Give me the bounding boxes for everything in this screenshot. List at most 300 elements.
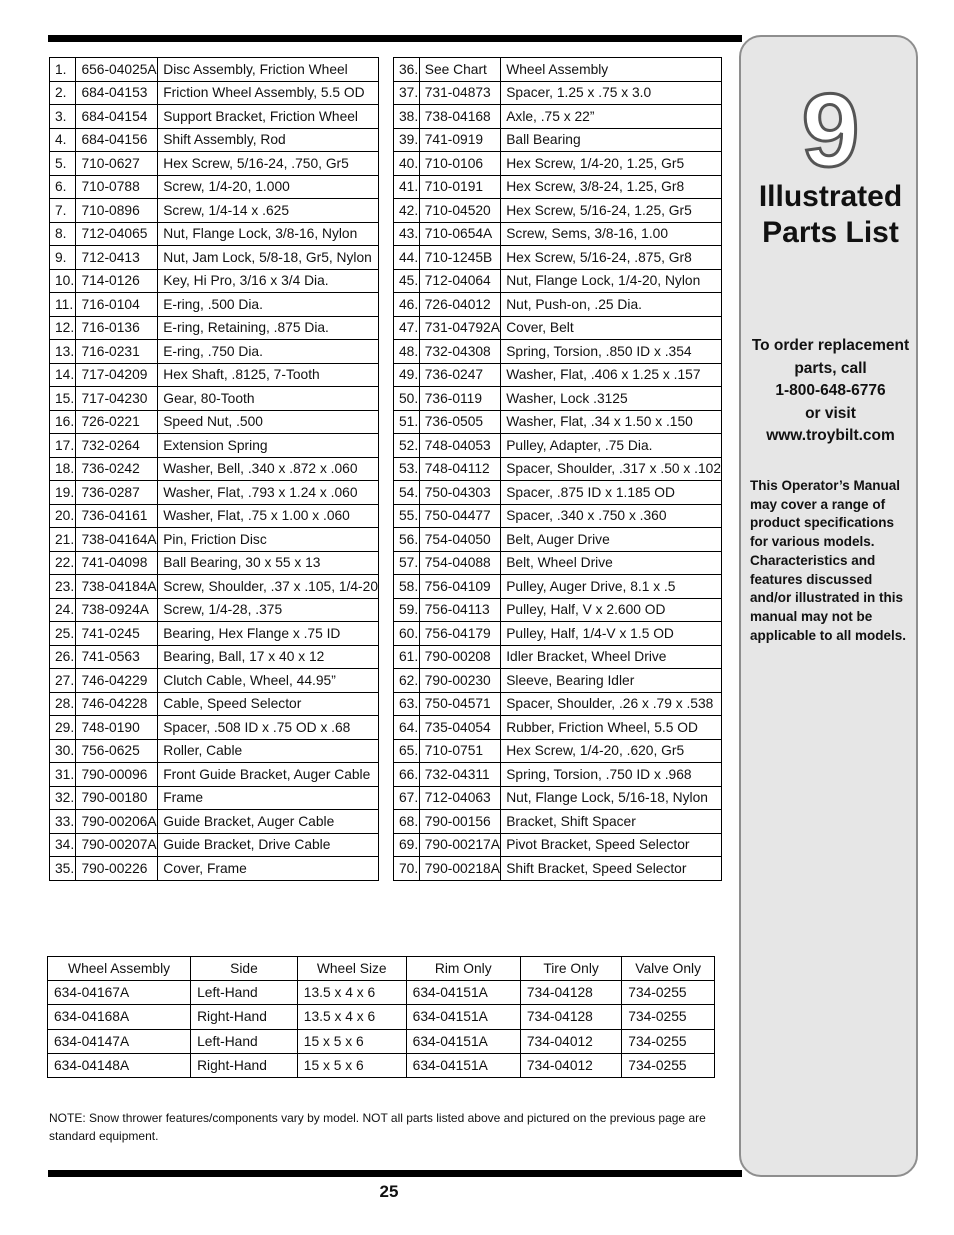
part-ref-number: 20. (50, 504, 76, 528)
order-phone: 1-800-648-6776 (775, 382, 886, 399)
part-description: Sleeve, Bearing Idler (501, 669, 722, 693)
part-number: 741-04098 (76, 551, 158, 575)
wheel-chart-cell: 634-04168A (48, 1005, 191, 1029)
part-number: 726-0221 (76, 410, 158, 434)
part-description: Belt, Auger Drive (501, 528, 722, 552)
parts-row (50, 293, 379, 317)
part-description: Screw, Sems, 3/8-16, 1.00 (501, 222, 722, 246)
part-number: 790-00230 (419, 669, 500, 693)
part-description: Spacer, Shoulder, .317 x .50 x .102 (501, 457, 722, 481)
part-ref-number: 51. (394, 410, 420, 434)
part-ref-number: 22. (50, 551, 76, 575)
part-number: See Chart (419, 58, 500, 82)
part-number: 684-04156 (76, 128, 158, 152)
part-number: 736-0119 (419, 387, 500, 411)
part-number: 748-0190 (76, 716, 158, 740)
part-ref-number: 35. (50, 857, 76, 881)
parts-row (394, 316, 722, 340)
parts-row (50, 81, 379, 105)
part-ref-number: 57. (394, 551, 420, 575)
part-ref-number: 61. (394, 645, 420, 669)
part-description: Hex Screw, 5/16-24, 1.25, Gr5 (501, 199, 722, 223)
part-number: 750-04303 (419, 481, 500, 505)
part-number: 738-04184A (76, 575, 158, 599)
part-description: Ball Bearing (501, 128, 722, 152)
part-description: Nut, Flange Lock, 1/4-20, Nylon (501, 269, 722, 293)
part-description: Support Bracket, Friction Wheel (158, 105, 379, 129)
part-number: 716-0231 (76, 340, 158, 364)
part-ref-number: 47. (394, 316, 420, 340)
parts-row (394, 551, 722, 575)
part-number: 746-04229 (76, 669, 158, 693)
part-ref-number: 50. (394, 387, 420, 411)
order-line2: parts, call (794, 359, 867, 377)
parts-row (394, 387, 722, 411)
part-ref-number: 9. (50, 246, 76, 270)
wheel-chart-header: Tire Only (520, 957, 621, 981)
part-number: 710-0191 (419, 175, 500, 199)
part-ref-number: 4. (50, 128, 76, 152)
parts-row (394, 669, 722, 693)
part-ref-number: 32. (50, 786, 76, 810)
wheel-chart-cell: Left-Hand (191, 1029, 298, 1053)
order-info (745, 335, 916, 448)
parts-row (50, 316, 379, 340)
part-number: 756-04179 (419, 622, 500, 646)
part-number: 710-0751 (419, 739, 500, 763)
parts-row (50, 833, 379, 857)
part-description: Speed Nut, .500 (158, 410, 379, 434)
part-ref-number: 69. (394, 833, 420, 857)
parts-row (394, 152, 722, 176)
part-description: Bracket, Shift Spacer (501, 810, 722, 834)
part-ref-number: 40. (394, 152, 420, 176)
part-ref-number: 23. (50, 575, 76, 599)
wheel-chart-cell: 734-0255 (622, 981, 715, 1005)
parts-row (50, 692, 379, 716)
parts-row (50, 434, 379, 458)
parts-row (50, 669, 379, 693)
parts-row (394, 528, 722, 552)
part-number: 748-04112 (419, 457, 500, 481)
order-website: www.troybilt.com (766, 427, 895, 444)
part-number: 710-0788 (76, 175, 158, 199)
part-ref-number: 33. (50, 810, 76, 834)
part-ref-number: 65. (394, 739, 420, 763)
part-number: 754-04050 (419, 528, 500, 552)
wheel-chart-header: Rim Only (406, 957, 520, 981)
part-number: 736-0505 (419, 410, 500, 434)
part-description: Shift Assembly, Rod (158, 128, 379, 152)
part-description: Washer, Bell, .340 x .872 x .060 (158, 457, 379, 481)
wheel-chart-cell: Right-Hand (191, 1005, 298, 1029)
part-ref-number: 58. (394, 575, 420, 599)
part-description: Spacer, .875 ID x 1.185 OD (501, 481, 722, 505)
part-number: 741-0563 (76, 645, 158, 669)
part-description: Screw, 1/4-28, .375 (158, 598, 379, 622)
parts-row (50, 269, 379, 293)
part-description: Idler Bracket, Wheel Drive (501, 645, 722, 669)
part-number: 790-00206A (76, 810, 158, 834)
parts-row (50, 739, 379, 763)
part-description: Nut, Push-on, .25 Dia. (501, 293, 722, 317)
parts-row (50, 363, 379, 387)
order-line1: To order replacement (751, 337, 910, 354)
part-ref-number: 11. (50, 293, 76, 317)
parts-row (50, 199, 379, 223)
parts-row (394, 575, 722, 599)
parts-row (50, 504, 379, 528)
part-ref-number: 27. (50, 669, 76, 693)
part-ref-number: 34. (50, 833, 76, 857)
part-description: Pulley, Half, 1/4-V x 1.5 OD (501, 622, 722, 646)
wheel-chart-header: Wheel Assembly (48, 957, 191, 981)
parts-row (394, 481, 722, 505)
wheel-chart-cell: 634-04167A (48, 981, 191, 1005)
part-description: Nut, Flange Lock, 5/16-18, Nylon (501, 786, 722, 810)
wheel-chart-cell: 734-0255 (622, 1053, 715, 1077)
part-ref-number: 38. (394, 105, 420, 129)
parts-row (50, 128, 379, 152)
part-description: Pivot Bracket, Speed Selector (501, 833, 722, 857)
part-description: Washer, Flat, .34 x 1.50 x .150 (501, 410, 722, 434)
part-ref-number: 54. (394, 481, 420, 505)
wheel-chart-cell: 734-04128 (520, 1005, 621, 1029)
part-number: 790-00207A (76, 833, 158, 857)
part-description: Nut, Jam Lock, 5/8-18, Gr5, Nylon (158, 246, 379, 270)
parts-row (394, 622, 722, 646)
wheel-chart-cell: 634-04147A (48, 1029, 191, 1053)
part-number: 738-0924A (76, 598, 158, 622)
part-ref-number: 13. (50, 340, 76, 364)
part-ref-number: 31. (50, 763, 76, 787)
parts-row (394, 410, 722, 434)
part-description: Cover, Belt (501, 316, 722, 340)
wheel-chart-cell: 15 x 5 x 6 (297, 1029, 406, 1053)
part-description: Washer, Flat, .406 x 1.25 x .157 (501, 363, 722, 387)
parts-row (394, 293, 722, 317)
parts-row (394, 833, 722, 857)
part-ref-number: 68. (394, 810, 420, 834)
part-description: Friction Wheel Assembly, 5.5 OD (158, 81, 379, 105)
part-description: Wheel Assembly (501, 58, 722, 82)
part-number: 712-0413 (76, 246, 158, 270)
part-number: 736-0247 (419, 363, 500, 387)
part-number: 735-04054 (419, 716, 500, 740)
part-number: 790-00218A (419, 857, 500, 881)
parts-row (394, 175, 722, 199)
parts-row (50, 645, 379, 669)
part-number: 790-00180 (76, 786, 158, 810)
part-description: Hex Shaft, .8125, 7-Tooth (158, 363, 379, 387)
wheel-chart-cell: 15 x 5 x 6 (297, 1053, 406, 1077)
part-ref-number: 1. (50, 58, 76, 82)
wheel-assembly-chart (47, 956, 715, 1078)
part-ref-number: 63. (394, 692, 420, 716)
part-description: E-ring, .750 Dia. (158, 340, 379, 364)
part-ref-number: 64. (394, 716, 420, 740)
part-number: 710-04520 (419, 199, 500, 223)
part-description: Belt, Wheel Drive (501, 551, 722, 575)
part-ref-number: 8. (50, 222, 76, 246)
part-description: Hex Screw, 1/4-20, 1.25, Gr5 (501, 152, 722, 176)
parts-row (50, 786, 379, 810)
parts-row (50, 152, 379, 176)
parts-row (50, 575, 379, 599)
manual-disclaimer: This Operator’s Manual may cover a range of product specifications for various models. Characteristics and features discussed and/or illustrated in this manual may not be applicable to all models. (750, 478, 907, 643)
part-ref-number: 66. (394, 763, 420, 787)
part-number: 732-04308 (419, 340, 500, 364)
part-ref-number: 37. (394, 81, 420, 105)
part-ref-number: 67. (394, 786, 420, 810)
part-ref-number: 55. (394, 504, 420, 528)
part-ref-number: 3. (50, 105, 76, 129)
part-description: Key, Hi Pro, 3/16 x 3/4 Dia. (158, 269, 379, 293)
part-number: 736-0287 (76, 481, 158, 505)
part-description: Nut, Flange Lock, 3/8-16, Nylon (158, 222, 379, 246)
wheel-chart-header: Side (191, 957, 298, 981)
part-ref-number: 36. (394, 58, 420, 82)
part-description: Spring, Torsion, .750 ID x .968 (501, 763, 722, 787)
parts-row (50, 58, 379, 82)
chapter-title-line1: Illustrated (758, 180, 903, 213)
part-description: E-ring, Retaining, .875 Dia. (158, 316, 379, 340)
parts-row (394, 857, 722, 881)
part-ref-number: 59. (394, 598, 420, 622)
part-number: 741-0245 (76, 622, 158, 646)
parts-row (394, 128, 722, 152)
part-number: 716-0136 (76, 316, 158, 340)
part-description: Guide Bracket, Drive Cable (158, 833, 379, 857)
part-ref-number: 52. (394, 434, 420, 458)
part-number: 754-04088 (419, 551, 500, 575)
part-number: 726-04012 (419, 293, 500, 317)
part-number: 710-1245B (419, 246, 500, 270)
part-number: 732-0264 (76, 434, 158, 458)
part-number: 748-04053 (419, 434, 500, 458)
part-ref-number: 6. (50, 175, 76, 199)
chapter-title (741, 179, 920, 251)
parts-row (394, 716, 722, 740)
part-description: Hex Screw, 1/4-20, .620, Gr5 (501, 739, 722, 763)
part-number: 712-04063 (419, 786, 500, 810)
wheel-chart-cell: 734-04128 (520, 981, 621, 1005)
wheel-chart-row (48, 1005, 715, 1029)
part-number: 712-04064 (419, 269, 500, 293)
wheel-chart-cell: 734-04012 (520, 1029, 621, 1053)
part-ref-number: 25. (50, 622, 76, 646)
parts-row (50, 481, 379, 505)
part-number: 738-04164A (76, 528, 158, 552)
part-description: Shift Bracket, Speed Selector (501, 857, 722, 881)
parts-row (394, 810, 722, 834)
part-ref-number: 10. (50, 269, 76, 293)
wheel-chart-cell: 734-04012 (520, 1053, 621, 1077)
part-description: Frame (158, 786, 379, 810)
parts-row (50, 222, 379, 246)
bottom-rule (48, 1170, 742, 1177)
wheel-chart-cell: 634-04151A (406, 981, 520, 1005)
part-number: 684-04154 (76, 105, 158, 129)
parts-table-right (393, 57, 722, 881)
part-number: 732-04311 (419, 763, 500, 787)
part-ref-number: 39. (394, 128, 420, 152)
part-number: 731-04792A (419, 316, 500, 340)
part-number: 756-0625 (76, 739, 158, 763)
parts-row (50, 528, 379, 552)
part-ref-number: 70. (394, 857, 420, 881)
part-number: 741-0919 (419, 128, 500, 152)
part-number: 790-00208 (419, 645, 500, 669)
part-description: Front Guide Bracket, Auger Cable (158, 763, 379, 787)
parts-row (50, 857, 379, 881)
part-number: 736-04161 (76, 504, 158, 528)
part-ref-number: 42. (394, 199, 420, 223)
part-description: Washer, Flat, .793 x 1.24 x .060 (158, 481, 379, 505)
part-description: Ball Bearing, 30 x 55 x 13 (158, 551, 379, 575)
wheel-chart-cell: Right-Hand (191, 1053, 298, 1077)
part-ref-number: 29. (50, 716, 76, 740)
part-ref-number: 14. (50, 363, 76, 387)
parts-row (394, 199, 722, 223)
parts-row (394, 645, 722, 669)
part-ref-number: 26. (50, 645, 76, 669)
parts-row (50, 105, 379, 129)
part-description: Clutch Cable, Wheel, 44.95” (158, 669, 379, 693)
part-ref-number: 53. (394, 457, 420, 481)
parts-row (394, 763, 722, 787)
parts-row (394, 739, 722, 763)
parts-row (50, 175, 379, 199)
part-description: Screw, 1/4-20, 1.000 (158, 175, 379, 199)
part-number: 790-00217A (419, 833, 500, 857)
wheel-chart-cell: 634-04148A (48, 1053, 191, 1077)
parts-row (394, 269, 722, 293)
part-number: 756-04109 (419, 575, 500, 599)
part-number: 750-04571 (419, 692, 500, 716)
parts-row (50, 410, 379, 434)
part-ref-number: 16. (50, 410, 76, 434)
wheel-chart-header-row (48, 957, 715, 981)
part-description: Spacer, .508 ID x .75 OD x .68 (158, 716, 379, 740)
wheel-chart-cell: 734-0255 (622, 1029, 715, 1053)
part-ref-number: 21. (50, 528, 76, 552)
part-ref-number: 7. (50, 199, 76, 223)
part-description: Guide Bracket, Auger Cable (158, 810, 379, 834)
part-ref-number: 15. (50, 387, 76, 411)
wheel-chart-cell: 634-04151A (406, 1029, 520, 1053)
part-ref-number: 49. (394, 363, 420, 387)
parts-row (50, 810, 379, 834)
part-description: Bearing, Ball, 17 x 40 x 12 (158, 645, 379, 669)
part-description: Disc Assembly, Friction Wheel (158, 58, 379, 82)
parts-row (394, 58, 722, 82)
part-description: Cover, Frame (158, 857, 379, 881)
part-number: 656-04025A (76, 58, 158, 82)
part-number: 710-0896 (76, 199, 158, 223)
parts-row (394, 786, 722, 810)
part-ref-number: 56. (394, 528, 420, 552)
part-description: Hex Screw, 5/16-24, .875, Gr8 (501, 246, 722, 270)
chapter-title-line2: Parts List (762, 216, 899, 249)
part-number: 750-04477 (419, 504, 500, 528)
part-number: 736-0242 (76, 457, 158, 481)
wheel-chart-cell: 13.5 x 4 x 6 (297, 1005, 406, 1029)
part-number: 710-0106 (419, 152, 500, 176)
part-ref-number: 24. (50, 598, 76, 622)
order-line4: or visit (805, 404, 856, 422)
part-number: 712-04065 (76, 222, 158, 246)
part-number: 746-04228 (76, 692, 158, 716)
wheel-chart-cell: Left-Hand (191, 981, 298, 1005)
parts-row (394, 598, 722, 622)
part-number: 717-04209 (76, 363, 158, 387)
wheel-chart-row (48, 1029, 715, 1053)
footnote: NOTE: Snow thrower features/components vary by model. NOT all parts listed above and pictured on the previous page are standard equipment. (49, 1111, 706, 1143)
parts-row (394, 692, 722, 716)
part-description: Washer, Lock .3125 (501, 387, 722, 411)
part-ref-number: 43. (394, 222, 420, 246)
parts-row (394, 434, 722, 458)
top-rule (48, 35, 742, 42)
part-description: Rubber, Friction Wheel, 5.5 OD (501, 716, 722, 740)
part-ref-number: 62. (394, 669, 420, 693)
part-description: Roller, Cable (158, 739, 379, 763)
part-description: Spring, Torsion, .850 ID x .354 (501, 340, 722, 364)
part-ref-number: 41. (394, 175, 420, 199)
parts-row (50, 763, 379, 787)
wheel-chart-cell: 634-04151A (406, 1005, 520, 1029)
wheel-chart-row (48, 981, 715, 1005)
parts-row (50, 340, 379, 364)
part-description: Cable, Speed Selector (158, 692, 379, 716)
part-number: 731-04873 (419, 81, 500, 105)
part-ref-number: 18. (50, 457, 76, 481)
parts-row (394, 105, 722, 129)
parts-row (50, 716, 379, 740)
parts-row (394, 363, 722, 387)
part-ref-number: 60. (394, 622, 420, 646)
part-ref-number: 44. (394, 246, 420, 270)
part-number: 790-00096 (76, 763, 158, 787)
part-description: Screw, 1/4-14 x .625 (158, 199, 379, 223)
part-ref-number: 2. (50, 81, 76, 105)
part-description: Pulley, Adapter, .75 Dia. (501, 434, 722, 458)
parts-row (394, 504, 722, 528)
part-ref-number: 28. (50, 692, 76, 716)
part-ref-number: 5. (50, 152, 76, 176)
chapter-number: 9 (801, 73, 860, 189)
part-ref-number: 48. (394, 340, 420, 364)
part-description: Bearing, Hex Flange x .75 ID (158, 622, 379, 646)
part-number: 684-04153 (76, 81, 158, 105)
parts-row (50, 246, 379, 270)
parts-row (50, 457, 379, 481)
part-number: 716-0104 (76, 293, 158, 317)
part-ref-number: 45. (394, 269, 420, 293)
part-description: Extension Spring (158, 434, 379, 458)
part-number: 710-0654A (419, 222, 500, 246)
part-ref-number: 12. (50, 316, 76, 340)
parts-table-left (49, 57, 379, 881)
parts-row (394, 222, 722, 246)
part-description: Pin, Friction Disc (158, 528, 379, 552)
part-ref-number: 30. (50, 739, 76, 763)
wheel-chart-header: Valve Only (622, 957, 715, 981)
parts-row (50, 622, 379, 646)
parts-row (50, 551, 379, 575)
part-description: Spacer, .340 x .750 x .360 (501, 504, 722, 528)
